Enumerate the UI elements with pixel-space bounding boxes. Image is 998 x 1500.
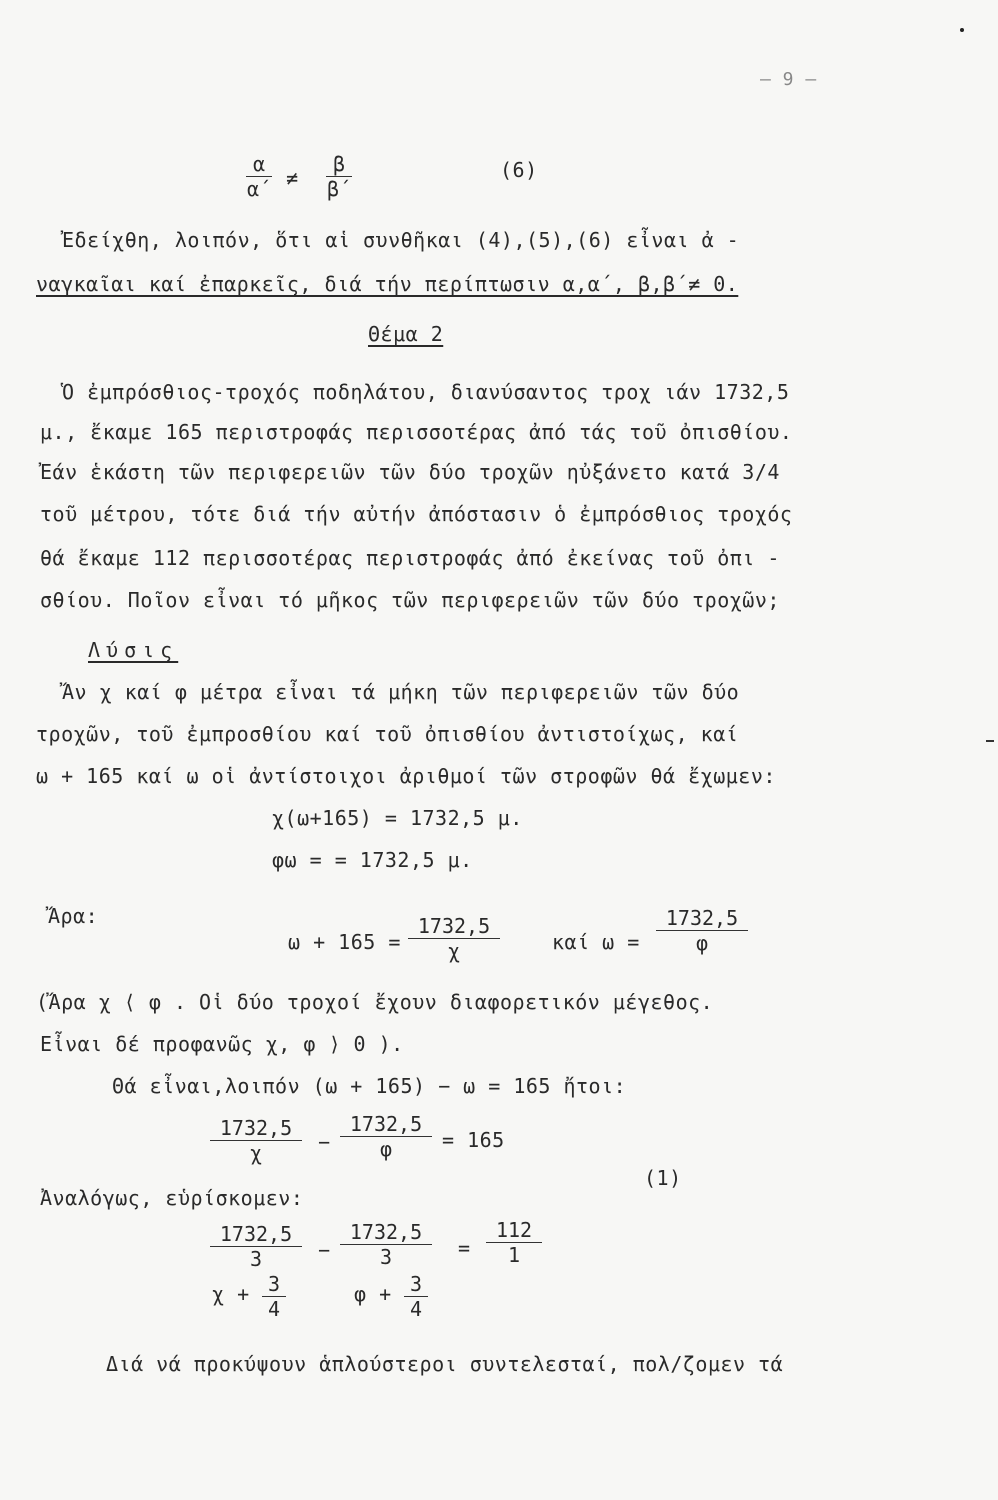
eq-a-fraction-2: $\frac{1732,5}{\varphi}$ bbox=[656, 906, 748, 955]
eq-b-rhs: = 165 bbox=[442, 1128, 505, 1152]
eq6-fraction-beta: $\frac{\beta}{\beta΄}$ bbox=[326, 152, 352, 201]
eq-c-fraction-2: $\frac{1732,5}{3}$ bbox=[340, 1220, 432, 1269]
eq-c-minus: − bbox=[318, 1238, 331, 1262]
scan-dot bbox=[960, 28, 964, 32]
note-line-2: Εἶναι δέ προφανῶς χ, φ ⟩ 0 ). bbox=[40, 1032, 404, 1056]
conclusion-line-2: ναγκαῖαι καί ἐπαρκεῖς, διά τήν περίπτωσιν α,α΄, β,β΄≠ 0. bbox=[36, 272, 739, 296]
eq-a-mid: καί ω = bbox=[552, 930, 640, 954]
problem-line-1: Ὁ ἐμπρόσθιος-τροχός ποδηλάτου, διανύσαντος τροχ ιάν 1732,5 bbox=[62, 380, 790, 404]
problem-line-2: μ., ἔκαμε 165 περιστροφάς περισσοτέρας ἀπό τάς τοῦ ὀπισθίου. bbox=[40, 420, 793, 444]
eq-b-fraction-2: $\frac{1732,5}{\varphi}$ bbox=[340, 1112, 432, 1161]
eq-c-equals: = bbox=[458, 1236, 471, 1260]
final-line: Διά νά προκύψουν ἁπλούστεροι συντελεσταί, πολ/ζομεν τά bbox=[106, 1352, 784, 1376]
ara-label: Ἄρα: bbox=[48, 904, 99, 928]
eq-b-minus: − bbox=[318, 1130, 331, 1154]
equation-2: φω = = 1732,5 μ. bbox=[272, 848, 473, 872]
page-number: — 9 — bbox=[760, 69, 817, 90]
analogos-line: Ἀναλόγως, εὑρίσκομεν: bbox=[40, 1186, 304, 1210]
problem-line-6: σθίου. Ποῖον εἶναι τό μῆκος τῶν περιφερειῶν τῶν δύο τροχῶν; bbox=[40, 588, 780, 612]
equation-label-1: (1) bbox=[644, 1166, 682, 1190]
solution-title: Λύσις bbox=[88, 638, 179, 662]
problem-line-3: Ἐάν ἑκάστη τῶν περιφερειῶν τῶν δύο τροχῶν ηὐξάνετο κατά 3/4 bbox=[40, 460, 780, 484]
solution-line-2: τροχῶν, τοῦ ἐμπροσθίου καί τοῦ ὀπισθίου ἀντιστοίχως, καί bbox=[36, 722, 739, 746]
problem-line-4: τοῦ μέτρου, τότε διά τήν αὐτήν ἀπόστασιν ὁ ἐμπρόσθιος τροχός bbox=[40, 502, 793, 526]
eq-a-fraction-1: $\frac{1732,5}{\chi}$ bbox=[408, 914, 500, 963]
eq6-label: (6) bbox=[500, 158, 538, 182]
eq6-neq: ≠ bbox=[286, 166, 299, 190]
problem-line-5: θά ἔκαμε 112 περισσοτέρας περιστροφάς ἀπό ἐκείνας τοῦ ὀπι - bbox=[40, 546, 780, 570]
eq-a-lhs: ω + 165 = bbox=[288, 930, 401, 954]
eq-c-den-1: χ + bbox=[212, 1282, 250, 1306]
eq-b-fraction-1: $\frac{1732,5}{\chi}$ bbox=[210, 1116, 302, 1165]
eq-c-small-fraction-1: $\frac{3}{4}$ bbox=[262, 1272, 286, 1321]
eq-c-den-2: φ + bbox=[354, 1282, 392, 1306]
tha-line: Θά εἶναι,λοιπόν (ω + 165) − ω = 165 ἤτοι: bbox=[112, 1074, 627, 1098]
equation-1: χ(ω+165) = 1732,5 μ. bbox=[272, 806, 523, 830]
conclusion-line-1: Ἐδείχθη, λοιπόν, ὅτι αἱ συνθῆκαι (4),(5),(6) εἶναι ἀ - bbox=[62, 228, 740, 252]
eq-c-small-fraction-2: $\frac{3}{4}$ bbox=[404, 1272, 428, 1321]
solution-line-1: Ἄν χ καί φ μέτρα εἶναι τά μήκη τῶν περιφερειῶν τῶν δύο bbox=[62, 680, 740, 704]
eq-c-fraction-1: $\frac{1732,5}{3}$ bbox=[210, 1222, 302, 1271]
eq6-fraction-alpha: $\frac{\alpha}{\alpha΄}$ bbox=[246, 152, 272, 201]
theme-title: Θέμα 2 bbox=[368, 322, 444, 346]
eq-c-fraction-3: $\frac{112}{1}$ bbox=[486, 1218, 542, 1267]
scan-mark bbox=[986, 740, 994, 742]
solution-line-3: ω + 165 καί ω οἱ ἀντίστοιχοι ἀριθμοί τῶν στροφῶν θά ἔχωμεν: bbox=[36, 764, 776, 788]
note-line-1: (Ἄρα χ ⟨ φ . Οἱ δύο τροχοί ἔχουν διαφορετικόν μέγεθος. bbox=[36, 990, 714, 1014]
